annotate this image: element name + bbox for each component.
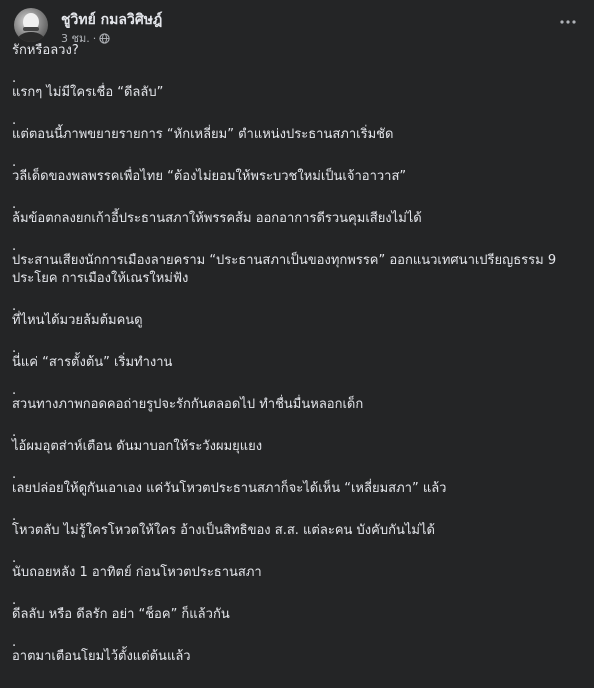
avatar[interactable] — [14, 8, 48, 42]
post-paragraph: สวนทางภาพกอดคอถ่ายรูปจะรักกันตลอดไป ทำชื่นมื่นหลอกเด็ก — [12, 397, 364, 412]
dot-separator: . — [12, 341, 17, 356]
ellipsis-icon — [560, 20, 576, 24]
post-paragraph: แรกๆ ไม่มีใครเชื่อ “ดีลลับ” — [12, 85, 164, 100]
dot-separator: . — [12, 197, 17, 212]
post-paragraph: เลยปล่อยให้ดูกันเอาเอง แค่วันโหวตประธานสภาก็จะได้เห็น “เหลี่ยมสภา” แล้ว — [12, 481, 447, 496]
post-paragraph: ดีลลับ หรือ ดีลรัก อย่า “ช็อค” ก็แล้วกัน — [12, 607, 230, 622]
dot-separator: . — [12, 71, 17, 86]
post-body — [12, 42, 580, 666]
post-paragraph: นี่แค่ “สารตั้งต้น” เริ่มทำงาน — [12, 355, 173, 370]
post-time[interactable]: 3 ชม. — [61, 32, 90, 45]
dot-separator: . — [12, 467, 17, 482]
post-paragraph: อาตมาเตือนโยมไว้ตั้งแต่ต้นแล้ว — [12, 649, 191, 664]
dot-separator: . — [12, 425, 17, 440]
post-paragraph: แต่ตอนนี้ภาพขยายรายการ “หักเหลี่ยม” ตำแหน่งประธานสภาเริ่มชัด — [12, 127, 394, 142]
post-paragraph: ประสานเสียงนักการเมืองลายคราม “ประธานสภาเป็นของทุกพรรค” ออกแนวเทศนาเปรียญธรรม 9 ประโยค การเมืองให้เณรใหม่ฟัง — [12, 253, 557, 286]
dot-separator: . — [12, 113, 17, 128]
post-paragraph: ไอ้ผมอุตส่าห์เตือน ดันมาบอกให้ระวังผมยุแยง — [12, 439, 263, 454]
author-name[interactable]: ชูวิทย์ กมลวิศิษฎ์ — [61, 12, 163, 28]
dot-separator: . — [12, 551, 17, 566]
dot-separator: . — [12, 383, 17, 398]
post-title: รักหรือลวง? — [12, 43, 79, 58]
avatar-portrait-icon — [14, 8, 48, 42]
more-options-button[interactable] — [556, 12, 580, 32]
post-paragraph: ล้มข้อตกลงยกเก้าอี้ประธานสภาให้พรรคส้ม ออกอาการดีรวนคุมเสียงไม่ได้ — [12, 211, 422, 226]
dot-separator: . — [12, 155, 17, 170]
dot-separator: . — [12, 239, 17, 254]
post-paragraph: นับถอยหลัง 1 อาทิตย์ ก่อนโหวตประธานสภา — [12, 565, 262, 580]
post-paragraph: วลีเด็ดของพลพรรคเพื่อไทย “ต้องไม่ยอมให้พระบวชใหม่เป็นเจ้าอาวาส” — [12, 169, 407, 184]
post-paragraph: โหวตลับ ไม่รู้ใครโหวตให้ใคร อ้างเป็นสิทธิของ ส.ส. แต่ละคน บังคับกันไม่ได้ — [12, 523, 435, 538]
dot-separator: . — [12, 593, 17, 608]
dot-separator: . — [12, 635, 17, 650]
dot-separator: . — [12, 299, 17, 314]
dot-separator: . — [12, 509, 17, 524]
post-header — [14, 6, 584, 46]
meta-separator: · — [92, 31, 97, 45]
post-paragraph: ที่ไหนได้มวยล้มต้มคนดู — [12, 313, 143, 328]
